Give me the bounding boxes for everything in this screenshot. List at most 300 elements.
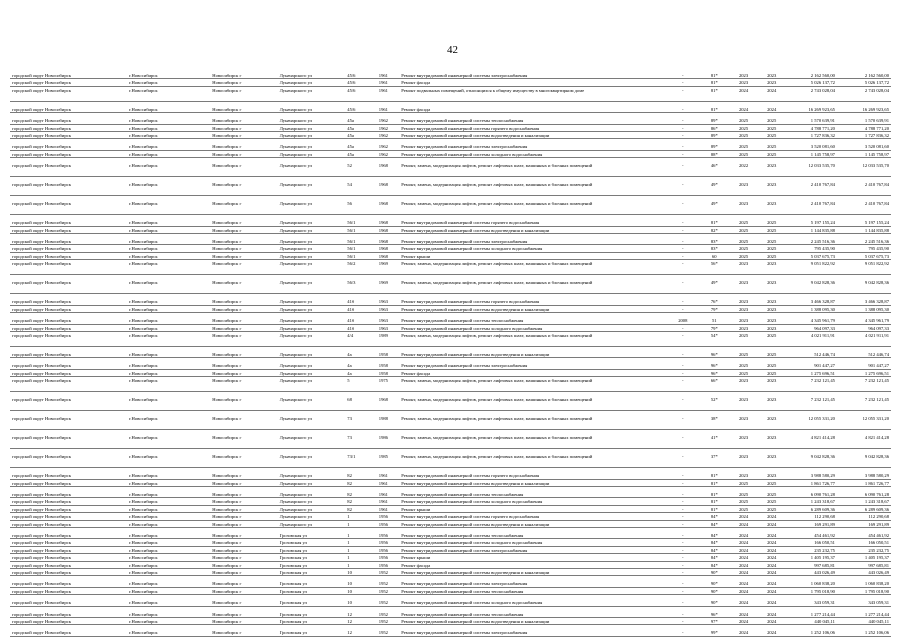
cell-wear: 81*	[700, 505, 729, 512]
table-row	[10, 331, 891, 346]
cell-year-prev: -	[666, 599, 700, 606]
cell-cost-fund: 1 795 018,90	[837, 587, 891, 594]
cell-municipality: городской округ Новосибирск	[10, 162, 127, 177]
cell-year-built: 1952	[377, 618, 400, 625]
cell-plan-end: 2025	[758, 226, 785, 233]
cell-plan-start: 2025	[729, 505, 758, 512]
cell-year-built: 1968	[377, 200, 400, 215]
cell-wear: 90*	[700, 569, 729, 576]
cell-settlement: г.Новосибирск	[127, 200, 210, 215]
cell-year-built: 1961	[377, 79, 400, 86]
cell-cost-total: 343 059,31	[785, 599, 837, 606]
cell-street: Луначарского ул	[278, 117, 346, 124]
cell-work-type: Ремонт, замена, модернизация лифтов, ремонт лифтовых шахт, машинных и блочных помещений	[399, 200, 666, 215]
cell-cost-fund: 9 042 828,36	[837, 279, 891, 294]
table-row	[10, 200, 891, 215]
cell-municipality: городской округ Новосибирск	[10, 369, 127, 376]
cell-year-prev: -	[666, 415, 700, 430]
cell-house: 82	[345, 472, 377, 479]
cell-wear: 81*	[700, 219, 729, 226]
cell-wear: 52*	[700, 396, 729, 411]
cell-city: Новосибирск г	[210, 629, 278, 636]
cell-work-type: Ремонт внутридомовой инженерной системы горячего водоснабжения	[399, 298, 666, 305]
table-row	[10, 453, 891, 468]
table-row	[10, 150, 891, 157]
cell-municipality: городской округ Новосибирск	[10, 86, 127, 101]
cell-settlement: г.Новосибирск	[127, 305, 210, 312]
cell-municipality: городской округ Новосибирск	[10, 305, 127, 312]
cell-plan-end: 2024	[758, 106, 785, 113]
cell-work-type: Ремонт крыши	[399, 252, 666, 259]
cell-plan-end: 2025	[758, 238, 785, 245]
cell-street: Луначарского ул	[278, 513, 346, 520]
cell-year-prev: -	[666, 143, 700, 150]
cell-cost-fund: 3 466 328,87	[837, 298, 891, 305]
table-row	[10, 226, 891, 233]
table-row	[10, 238, 891, 245]
cell-street: Луначарского ул	[278, 479, 346, 486]
cell-house: 1	[345, 554, 377, 561]
cell-settlement: г.Новосибирск	[127, 561, 210, 568]
cell-work-type: Ремонт, замена, модернизация лифтов, ремонт лифтовых шахт, машинных и блочных помещений	[399, 279, 666, 294]
cell-settlement: г.Новосибирск	[127, 611, 210, 618]
cell-wear: 84*	[700, 561, 729, 568]
cell-work-type: Ремонт внутридомовой инженерной системы электроснабжения	[399, 546, 666, 553]
cell-plan-start: 2024	[729, 539, 758, 546]
cell-street: Луначарского ул	[278, 396, 346, 411]
cell-plan-start: 2024	[729, 513, 758, 520]
cell-year-prev: -	[666, 331, 700, 346]
cell-work-type: Ремонт внутридомовой инженерной системы холодного водоснабжения	[399, 324, 666, 331]
cell-year-prev: -	[666, 453, 700, 468]
cell-plan-start: 2023	[729, 181, 758, 196]
cell-settlement: г.Новосибирск	[127, 415, 210, 430]
cell-settlement: г.Новосибирск	[127, 472, 210, 479]
cell-year-prev: -	[666, 200, 700, 215]
cell-year-prev: -	[666, 279, 700, 294]
cell-cost-fund: 2 410 767,84	[837, 200, 891, 215]
cell-year-built: 1963	[377, 317, 400, 324]
cell-house: 73	[345, 415, 377, 430]
cell-cost-fund: 1 405 195,37	[837, 554, 891, 561]
cell-plan-end: 2025	[758, 351, 785, 358]
cell-city: Новосибирск г	[210, 453, 278, 468]
cell-cost-fund: 112 290,68	[837, 513, 891, 520]
cell-cost-total: 7 232 121,45	[785, 396, 837, 411]
cell-settlement: г.Новосибирск	[127, 298, 210, 305]
cell-year-prev: -	[666, 580, 700, 587]
cell-city: Новосибирск г	[210, 396, 278, 411]
cell-cost-fund: 2 410 767,84	[837, 181, 891, 196]
cell-plan-start: 2025	[729, 143, 758, 150]
cell-cost-total: 3 988 580,29	[785, 472, 837, 479]
cell-city: Новосибирск г	[210, 599, 278, 606]
table-row	[10, 546, 891, 553]
cell-year-built: 1985	[377, 453, 400, 468]
cell-cost-fund: 1 861 726,77	[837, 479, 891, 486]
cell-municipality: городской округ Новосибирск	[10, 629, 127, 636]
cell-plan-end: 2023	[758, 377, 785, 392]
cell-city: Новосибирск г	[210, 106, 278, 113]
cell-work-type: Ремонт внутридомовой инженерной системы водоотведения и канализации	[399, 132, 666, 139]
cell-plan-end: 2023	[758, 181, 785, 196]
cell-city: Новосибирск г	[210, 162, 278, 177]
cell-settlement: г.Новосибирск	[127, 238, 210, 245]
cell-street: Луначарского ул	[278, 143, 346, 150]
cell-settlement: г.Новосибирск	[127, 86, 210, 101]
cell-city: Новосибирск г	[210, 238, 278, 245]
cell-year-prev: -	[666, 546, 700, 553]
cell-city: Новосибирск г	[210, 317, 278, 324]
cell-plan-end: 2024	[758, 569, 785, 576]
cell-plan-end: 2024	[758, 629, 785, 636]
cell-municipality: городской округ Новосибирск	[10, 611, 127, 618]
cell-street: Грозовская ул	[278, 532, 346, 539]
cell-municipality: городской округ Новосибирск	[10, 532, 127, 539]
cell-cost-fund: 795 435,90	[837, 245, 891, 252]
cell-plan-start: 2025	[729, 245, 758, 252]
cell-city: Новосибирск г	[210, 245, 278, 252]
cell-municipality: городской округ Новосибирск	[10, 498, 127, 505]
cell-municipality: городской округ Новосибирск	[10, 362, 127, 369]
cell-wear: 81*	[700, 86, 729, 101]
cell-wear: 84*	[700, 513, 729, 520]
cell-cost-fund: 3 988 580,29	[837, 472, 891, 479]
cell-municipality: городской округ Новосибирск	[10, 219, 127, 226]
cell-settlement: г.Новосибирск	[127, 162, 210, 177]
cell-year-built: 1968	[377, 226, 400, 233]
cell-cost-total: 12 055 331,20	[785, 415, 837, 430]
cell-settlement: г.Новосибирск	[127, 618, 210, 625]
cell-city: Новосибирск г	[210, 226, 278, 233]
cell-municipality: городской округ Новосибирск	[10, 252, 127, 259]
cell-cost-total: 4 345 961,79	[785, 317, 837, 324]
cell-municipality: городской округ Новосибирск	[10, 377, 127, 392]
cell-year-prev: -	[666, 554, 700, 561]
cell-street: Луначарского ул	[278, 252, 346, 259]
table-row	[10, 539, 891, 546]
cell-year-built: 1961	[377, 505, 400, 512]
cell-cost-fund: 4 345 961,79	[837, 317, 891, 324]
cell-year-prev: -	[666, 132, 700, 139]
cell-cost-total: 997 685,81	[785, 561, 837, 568]
table-row	[10, 554, 891, 561]
cell-year-prev: -	[666, 434, 700, 449]
cell-work-type: Ремонт внутридомовой инженерной системы теплоснабжения	[399, 317, 666, 324]
cell-plan-start: 2025	[729, 117, 758, 124]
cell-year-built: 1968	[377, 219, 400, 226]
cell-plan-start: 2024	[729, 561, 758, 568]
cell-city: Новосибирск г	[210, 546, 278, 553]
cell-year-prev: -	[666, 396, 700, 411]
page-number: 42	[447, 44, 458, 56]
cell-work-type: Ремонт внутридомовой инженерной системы водоотведения и канализации	[399, 479, 666, 486]
cell-house: 56/1	[345, 238, 377, 245]
cell-year-built: 1961	[377, 106, 400, 113]
cell-city: Новосибирск г	[210, 580, 278, 587]
cell-cost-fund: 5 197 155,24	[837, 219, 891, 226]
cell-plan-start: 2024	[729, 611, 758, 618]
cell-year-prev: -	[666, 618, 700, 625]
cell-plan-end: 2025	[758, 252, 785, 259]
cell-work-type: Ремонт внутридомовой инженерной системы водоотведения и канализации	[399, 351, 666, 358]
cell-work-type: Ремонт фасада	[399, 79, 666, 86]
cell-city: Новосибирск г	[210, 219, 278, 226]
cell-street: Луначарского ул	[278, 305, 346, 312]
cell-year-built: 1961	[377, 72, 400, 79]
cell-cost-total: 5 037 675,73	[785, 252, 837, 259]
cell-work-type: Ремонт внутридомовой инженерной системы электроснабжения	[399, 629, 666, 636]
cell-house: 56	[345, 200, 377, 215]
cell-municipality: городской округ Новосибирск	[10, 298, 127, 305]
cell-year-built: 1988	[377, 415, 400, 430]
cell-plan-end: 2025	[758, 498, 785, 505]
cell-year-built: 1962	[377, 117, 400, 124]
cell-year-built: 1963	[377, 298, 400, 305]
cell-municipality: городской округ Новосибирск	[10, 546, 127, 553]
cell-plan-start: 2025	[729, 351, 758, 358]
cell-plan-end: 2025	[758, 117, 785, 124]
cell-wear: 83*	[700, 245, 729, 252]
cell-city: Новосибирск г	[210, 479, 278, 486]
cell-plan-end: 2023	[758, 415, 785, 430]
cell-plan-end: 2023	[758, 279, 785, 294]
cell-house: 10	[345, 580, 377, 587]
cell-year-prev: -	[666, 219, 700, 226]
cell-plan-start: 2024	[729, 546, 758, 553]
cell-work-type: Ремонт внутридомовой инженерной системы теплоснабжения	[399, 117, 666, 124]
cell-cost-total: 169 291,89	[785, 520, 837, 527]
cell-plan-start: 2023	[729, 279, 758, 294]
cell-work-type: Ремонт, замена, модернизация лифтов, ремонт лифтовых шахт, машинных и блочных помещений	[399, 434, 666, 449]
cell-settlement: г.Новосибирск	[127, 377, 210, 392]
cell-cost-fund: 4 021 911,91	[837, 331, 891, 346]
cell-cost-total: 5 197 155,24	[785, 219, 837, 226]
table-row	[10, 377, 891, 392]
cell-house: 12	[345, 629, 377, 636]
cell-wear: 81*	[700, 72, 729, 79]
cell-city: Новосибирск г	[210, 554, 278, 561]
cell-work-type: Ремонт, замена, модернизация лифтов, ремонт лифтовых шахт, машинных и блочных помещений	[399, 415, 666, 430]
cell-year-prev: -	[666, 260, 700, 275]
cell-cost-total: 2 245 516,36	[785, 238, 837, 245]
cell-plan-end: 2024	[758, 520, 785, 527]
cell-wear: 96*	[700, 362, 729, 369]
cell-plan-start: 2024	[729, 86, 758, 101]
cell-house: 4а	[345, 369, 377, 376]
cell-cost-total: 4 021 911,91	[785, 331, 837, 346]
cell-house: 45а	[345, 117, 377, 124]
cell-year-prev: -	[666, 150, 700, 157]
cell-street: Луначарского ул	[278, 298, 346, 305]
cell-plan-end: 2025	[758, 245, 785, 252]
cell-wear: 56*	[700, 260, 729, 275]
cell-settlement: г.Новосибирск	[127, 569, 210, 576]
cell-municipality: городской округ Новосибирск	[10, 79, 127, 86]
cell-cost-total: 454 461,92	[785, 532, 837, 539]
cell-wear: 82*	[700, 226, 729, 233]
table-row	[10, 629, 891, 636]
cell-plan-start: 2024	[729, 569, 758, 576]
cell-cost-fund: 9 042 828,36	[837, 453, 891, 468]
table-row	[10, 298, 891, 305]
cell-street: Луначарского ул	[278, 86, 346, 101]
cell-year-prev: -	[666, 479, 700, 486]
cell-settlement: г.Новосибирск	[127, 396, 210, 411]
cell-plan-end: 2025	[758, 362, 785, 369]
cell-city: Новосибирск г	[210, 331, 278, 346]
cell-street: Луначарского ул	[278, 324, 346, 331]
cell-plan-end: 2023	[758, 79, 785, 86]
cell-wear: 81*	[700, 498, 729, 505]
cell-year-built: 1963	[377, 324, 400, 331]
table-row	[10, 351, 891, 358]
cell-plan-start: 2025	[729, 226, 758, 233]
cell-cost-fund: 3 520 081,60	[837, 143, 891, 150]
cell-house: 56/1	[345, 219, 377, 226]
cell-street: Луначарского ул	[278, 279, 346, 294]
cell-year-prev: -	[666, 629, 700, 636]
cell-street: Луначарского ул	[278, 434, 346, 449]
cell-plan-start: 2023	[729, 396, 758, 411]
table-row	[10, 181, 891, 196]
cell-year-built: 1952	[377, 611, 400, 618]
cell-street: Луначарского ул	[278, 245, 346, 252]
cell-plan-start: 2023	[729, 434, 758, 449]
cell-plan-start: 2025	[729, 150, 758, 157]
cell-wear: 79*	[700, 324, 729, 331]
table-row	[10, 245, 891, 252]
cell-house: 41б	[345, 324, 377, 331]
cell-year-prev: -	[666, 587, 700, 594]
cell-plan-start: 2025	[729, 362, 758, 369]
cell-work-type: Ремонт внутридомовой инженерной системы водоотведения и канализации	[399, 569, 666, 576]
cell-work-type: Ремонт фасада	[399, 561, 666, 568]
table-row	[10, 618, 891, 625]
cell-street: Луначарского ул	[278, 124, 346, 131]
cell-year-built: 1986	[377, 434, 400, 449]
cell-year-built: 1968	[377, 396, 400, 411]
cell-cost-total: 2 410 767,84	[785, 200, 837, 215]
cell-city: Новосибирск г	[210, 377, 278, 392]
cell-cost-fund: 1 388 095,30	[837, 305, 891, 312]
cell-plan-start: 2023	[729, 200, 758, 215]
cell-house: 1	[345, 546, 377, 553]
cell-street: Луначарского ул	[278, 226, 346, 233]
cell-city: Новосибирск г	[210, 569, 278, 576]
cell-city: Новосибирск г	[210, 587, 278, 594]
cell-plan-end: 2025	[758, 369, 785, 376]
cell-street: Луначарского ул	[278, 505, 346, 512]
cell-house: 4а	[345, 351, 377, 358]
cell-plan-end: 2023	[758, 434, 785, 449]
cell-street: Луначарского ул	[278, 162, 346, 177]
cell-house: 45а	[345, 132, 377, 139]
cell-municipality: городской округ Новосибирск	[10, 106, 127, 113]
cell-wear: 96*	[700, 351, 729, 358]
cell-plan-start: 2024	[729, 554, 758, 561]
cell-municipality: городской округ Новосибирск	[10, 279, 127, 294]
cell-year-prev: -	[666, 569, 700, 576]
cell-city: Новосибирск г	[210, 618, 278, 625]
table-row	[10, 587, 891, 594]
cell-plan-end: 2024	[758, 532, 785, 539]
cell-settlement: г.Новосибирск	[127, 434, 210, 449]
cell-cost-fund: 166 050,51	[837, 539, 891, 546]
cell-house: 45а	[345, 150, 377, 157]
cell-house: 12	[345, 618, 377, 625]
cell-cost-total: 9 042 828,36	[785, 279, 837, 294]
cell-street: Грозовская ул	[278, 599, 346, 606]
cell-cost-fund: 5 026 137,72	[837, 79, 891, 86]
cell-year-built: 1952	[377, 629, 400, 636]
table-row	[10, 72, 891, 79]
cell-city: Новосибирск г	[210, 260, 278, 275]
cell-work-type: Ремонт, замена, модернизация лифтов, ремонт лифтовых шахт, машинных и блочных помещений	[399, 331, 666, 346]
cell-house: 45а	[345, 124, 377, 131]
cell-street: Грозовская ул	[278, 561, 346, 568]
cell-year-built: 1952	[377, 587, 400, 594]
cell-city: Новосибирск г	[210, 513, 278, 520]
cell-year-prev: -	[666, 305, 700, 312]
cell-year-built: 1956	[377, 561, 400, 568]
cell-settlement: г.Новосибирск	[127, 226, 210, 233]
cell-street: Луначарского ул	[278, 317, 346, 324]
cell-settlement: г.Новосибирск	[127, 245, 210, 252]
cell-wear: 79*	[700, 305, 729, 312]
cell-plan-start: 2025	[729, 238, 758, 245]
cell-year-built: 1952	[377, 569, 400, 576]
cell-plan-start: 2024	[729, 580, 758, 587]
cell-city: Новосибирск г	[210, 72, 278, 79]
cell-wear: 96*	[700, 369, 729, 376]
cell-cost-total: 1 252 106,06	[785, 629, 837, 636]
table-row	[10, 491, 891, 498]
cell-house: 10	[345, 587, 377, 594]
cell-work-type: Ремонт внутридомовой инженерной системы холодного водоснабжения	[399, 498, 666, 505]
cell-plan-start: 2023	[729, 377, 758, 392]
cell-street: Луначарского ул	[278, 377, 346, 392]
cell-house: 41б	[345, 305, 377, 312]
cell-city: Новосибирск г	[210, 279, 278, 294]
cell-year-built: 1975	[377, 377, 400, 392]
cell-house: 73/1	[345, 453, 377, 468]
cell-house: 4/4	[345, 331, 377, 346]
cell-work-type: Ремонт фасада	[399, 369, 666, 376]
cell-house: 45а	[345, 143, 377, 150]
table-row	[10, 162, 891, 177]
cell-year-built: 1961	[377, 491, 400, 498]
cell-plan-end: 2025	[758, 331, 785, 346]
cell-municipality: городской округ Новосибирск	[10, 618, 127, 625]
cell-year-prev: -	[666, 181, 700, 196]
cell-cost-total: 901 447,27	[785, 362, 837, 369]
table-row	[10, 143, 891, 150]
cell-settlement: г.Новосибирск	[127, 324, 210, 331]
cell-house: 10	[345, 599, 377, 606]
cell-work-type: Ремонт внутридомовой инженерной системы водоотведения и канализации	[399, 226, 666, 233]
cell-cost-total: 1 144 835,88	[785, 226, 837, 233]
cell-wear: 37*	[700, 453, 729, 468]
cell-municipality: городской округ Новосибирск	[10, 520, 127, 527]
cell-plan-start: 2025	[729, 252, 758, 259]
cell-street: Луначарского ул	[278, 351, 346, 358]
cell-municipality: городской округ Новосибирск	[10, 569, 127, 576]
cell-wear: 84*	[700, 554, 729, 561]
cell-cost-fund: 4 788 771,20	[837, 124, 891, 131]
cell-year-built: 1962	[377, 150, 400, 157]
cell-settlement: г.Новосибирск	[127, 72, 210, 79]
